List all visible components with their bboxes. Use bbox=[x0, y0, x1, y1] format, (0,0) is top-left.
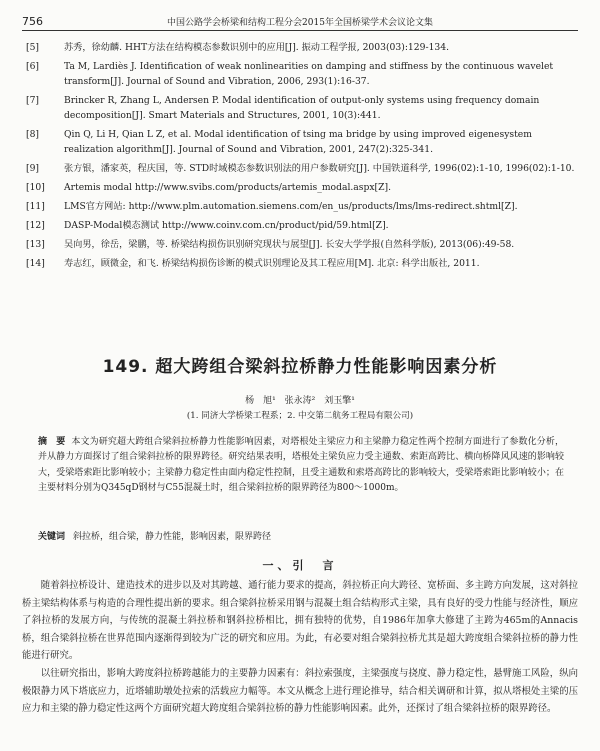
reference-text: Artemis modal http://www.svibs.com/products/artemis_modal.aspx[Z]. bbox=[64, 182, 392, 193]
reference-item bbox=[20, 40, 580, 55]
reference-item bbox=[20, 256, 580, 271]
keywords-label: 关键词 bbox=[38, 532, 66, 542]
paragraph: 随着斜拉桥设计、建造技术的进步以及对其跨越、通行能力要求的提高，斜拉桥正向大跨径、宽桥面、多主跨方向发展，这对斜拉桥主梁结构体系与构造的合理性提出新的要求。组合梁斜拉桥采用钢与混凝土组合结构形式主梁，具有良好的受力性能与经济性，顺应了斜拉桥的发展方向，与传统的混凝土斜拉桥和钢斜拉桥相比，拥有独特的优势，自1986年加拿大修建了主跨为465m的Annacis桥，组合梁斜拉桥在世界范围内逐渐得到较为广泛的研究和应用。为此，有必要对组合梁斜拉桥尤其是超大跨度组合梁斜拉桥的静力性能进行研究。 bbox=[22, 580, 578, 662]
reference-number: [5] bbox=[26, 42, 40, 53]
section-heading: 一、引 言 bbox=[262, 559, 338, 572]
reference-number: [6] bbox=[26, 61, 40, 72]
reference-item bbox=[20, 127, 580, 157]
paper-affiliation: (1. 同济大学桥梁工程系；2. 中交第二航务工程局有限公司) bbox=[186, 411, 414, 421]
reference-number: [10] bbox=[26, 182, 45, 193]
reference-text: 寿志红，顾微金，和飞. 桥梁结构损伤诊断的模式识别理论及其工程应用[M]. 北京: 科学出版社, 2011. bbox=[64, 258, 480, 269]
journal-title: 中国公路学会桥梁和结构工程分会2015年全国桥梁学术会议论文集 bbox=[167, 18, 433, 28]
reference-number: [14] bbox=[26, 258, 45, 269]
reference-text: 苏秀，徐幼麟. HHT方法在结构模态参数识别中的应用[J]. 振动工程学报, 2003(03):129-134. bbox=[64, 42, 450, 53]
reference-text: Ta M, Lardiès J. Identification of weak nonlinearities on damping and stiffness by the continuous wavelet transform[J]. Journal of Sound and Vibration, 2006, 293(1):16-37. bbox=[64, 61, 554, 87]
reference-list bbox=[20, 40, 580, 275]
reference-text: Brincker R, Zhang L, Andersen P. Modal identification of output-only systems using frequency domain decomposition[J]. Smart Materials and Structures, 2001, 10(3):441. bbox=[64, 95, 540, 121]
running-header bbox=[22, 10, 578, 31]
reference-text: LMS官方网站: http://www.plm.automation.siemens.com/en_us/products/lms/lms-redirect.shtml[Z]. bbox=[64, 201, 518, 212]
reference-item bbox=[20, 93, 580, 123]
reference-item bbox=[20, 237, 580, 252]
paper-authors: 杨 旭¹ 张永涛² 刘玉擎¹ bbox=[245, 396, 355, 406]
page-number: 756 bbox=[22, 15, 43, 28]
reference-text: 吴向男，徐岳，梁鹏，等. 桥梁结构损伤识别研究现状与展望[J]. 长安大学学报(自然科学版), 2013(06):49-58. bbox=[64, 239, 515, 250]
reference-number: [12] bbox=[26, 220, 45, 231]
reference-text: 张方银，潘家英，程庆国，等. STD时域模态参数识别法的用户参数研究[J]. 中国铁道科学, 1996(02):1-10, 1996(02):1-10. bbox=[64, 163, 575, 174]
reference-number: [13] bbox=[26, 239, 45, 250]
abstract-text: 本文为研究超大跨组合梁斜拉桥静力性能影响因素，对塔根处主梁应力和主梁静力稳定性两个控制方面进行了参数化分析，并从静力方面探讨了组合梁斜拉桥的限界跨径。研究结果表明，塔根处主梁负应力受主通数、索距高跨比、横向桥降风风速的影响较大，受梁塔索距比影响较小；主梁静力稳定性由面内稳定性控制，且受主通数和索塔高跨比的影响较大，受梁塔索距比影响较小；在主要材料分别为Q345qD钢材与C55混凝土时，组合梁斜拉桥的限界跨径为800～1000m。 bbox=[38, 437, 564, 494]
abstract-label: 摘 要 bbox=[38, 437, 66, 447]
reference-number: [9] bbox=[26, 163, 40, 174]
reference-number: [8] bbox=[26, 129, 40, 140]
reference-item bbox=[20, 59, 580, 89]
reference-number: [7] bbox=[26, 95, 40, 106]
keywords-text: 斜拉桥，组合梁，静力性能，影响因素，限界跨径 bbox=[73, 532, 272, 542]
reference-item bbox=[20, 199, 580, 214]
paper-title: 149. 超大跨组合梁斜拉桥静力性能影响因素分析 bbox=[102, 357, 498, 377]
reference-number: [11] bbox=[26, 201, 45, 212]
reference-item bbox=[20, 161, 580, 176]
reference-text: DASP-Modal模态测试 http://www.coinv.com.cn/product/pid/59.html[Z]. bbox=[64, 220, 389, 231]
reference-text: Qin Q, Li H, Qian L Z, et al. Modal identification of tsing ma bridge by using improved eigenesystem realization algorithm[J]. Journal of Sound and Vibration, 2001, 247(2):325-341. bbox=[64, 129, 532, 155]
paragraph: 以往研究指出，影响大跨度斜拉桥跨越能力的主要静力因素有：斜拉索强度，主梁强度与挠度、静力稳定性，悬臂施工风险，纵向极限静力风下塔底应力，近塔辅助墩处拉索的活载应力幅等。本文从概念上进行理论推导，结合相关调研和计算，拟从塔根处主梁的压应力和主梁的静力稳定性这两个方面研究超大跨度组合梁斜拉桥的静力性能影响因素。此外，还探讨了组合梁斜拉桥的限界跨径。 bbox=[22, 667, 578, 715]
reference-item bbox=[20, 180, 580, 195]
body-text bbox=[22, 577, 578, 718]
keywords bbox=[38, 529, 564, 542]
abstract bbox=[38, 435, 564, 497]
reference-item bbox=[20, 218, 580, 233]
